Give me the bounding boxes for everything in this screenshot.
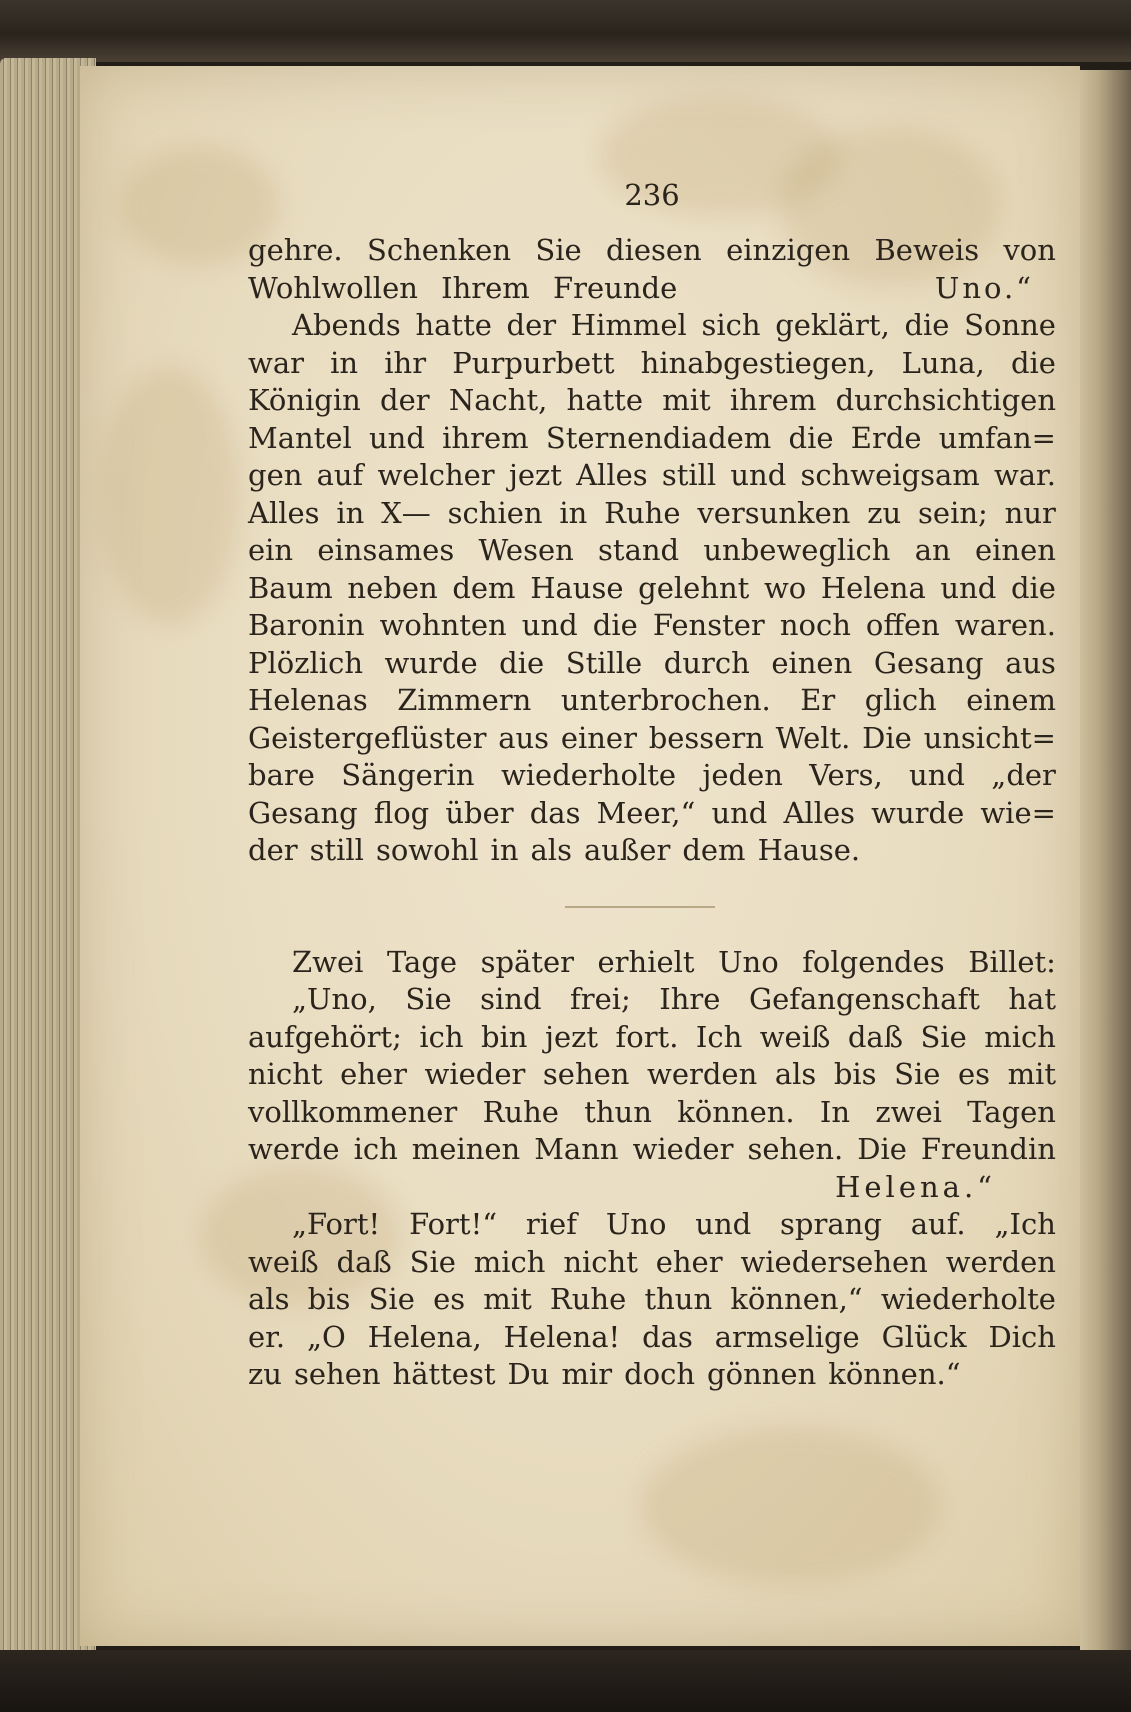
- word: aus: [1005, 645, 1056, 680]
- word: ich: [353, 1132, 398, 1166]
- text-line: [248, 532, 1056, 570]
- word: Sie: [535, 233, 582, 267]
- signature-uno: Uno.“: [934, 270, 1034, 305]
- word: der: [380, 383, 430, 417]
- word: „der: [991, 758, 1056, 792]
- word: Helena: [820, 570, 926, 605]
- word: jezt: [544, 1019, 599, 1054]
- word: mit: [483, 1282, 532, 1316]
- word: diesen: [606, 233, 702, 267]
- word: Alles: [576, 458, 648, 492]
- word: können.: [677, 1094, 795, 1129]
- word: weiß: [248, 1244, 319, 1279]
- word: wurde: [871, 795, 965, 830]
- word: bare: [248, 758, 315, 792]
- word: nur: [1004, 495, 1056, 530]
- word: in: [330, 345, 359, 380]
- word: gelehnt: [638, 570, 750, 605]
- word: war: [248, 345, 304, 380]
- word: außer: [583, 833, 671, 867]
- word: sein;: [918, 495, 988, 530]
- word: zu: [248, 1357, 282, 1391]
- text-line-with-signature: [248, 270, 1056, 308]
- word: Hause: [530, 570, 624, 605]
- word: Baum: [248, 570, 333, 605]
- word: umfan=: [938, 420, 1056, 455]
- word: „O: [306, 1319, 346, 1354]
- word: dem: [452, 570, 516, 605]
- word: schien: [447, 495, 543, 530]
- word: still: [661, 458, 717, 492]
- word: Tagen: [967, 1094, 1056, 1129]
- text-line: [248, 981, 1056, 1019]
- text-line: [248, 307, 1056, 345]
- word: als: [530, 833, 572, 867]
- word: die: [904, 308, 950, 342]
- word: die: [788, 420, 834, 455]
- word: wieder: [632, 1132, 734, 1166]
- word: Zwei: [292, 944, 364, 979]
- word: Gesang: [248, 795, 358, 830]
- word: eher: [340, 1057, 407, 1091]
- word: Geistergeflüster: [248, 720, 487, 755]
- section-divider: [565, 906, 715, 908]
- word: zu: [867, 495, 902, 530]
- word: dem: [682, 833, 746, 867]
- word: in: [490, 833, 519, 867]
- word: Sie: [368, 1282, 415, 1316]
- word: gönnen: [707, 1357, 817, 1391]
- text-line: [248, 944, 1056, 982]
- text-line: [248, 232, 1056, 270]
- word: wo: [763, 570, 807, 605]
- word: unbeweglich: [703, 533, 891, 567]
- book-cover-top: [0, 0, 1131, 62]
- word: gehre.: [248, 233, 343, 267]
- word: von: [1003, 233, 1056, 267]
- word: als: [248, 1282, 290, 1316]
- text-line: [248, 607, 1056, 645]
- word: und: [909, 758, 965, 792]
- page-text: [248, 158, 1056, 1394]
- word: einen: [771, 645, 853, 680]
- text-line: [248, 1319, 1056, 1357]
- word: schweigsam: [800, 458, 980, 492]
- word: Himmel: [570, 308, 687, 342]
- word: Nacht,: [448, 383, 548, 417]
- word: noch: [779, 608, 851, 642]
- word: war.: [993, 458, 1056, 492]
- word: Helena!: [503, 1319, 621, 1354]
- word: wiederholte: [500, 758, 677, 792]
- word: Die: [857, 1132, 907, 1166]
- word: und: [521, 608, 578, 642]
- word: sehen.: [747, 1132, 844, 1166]
- word: Vers,: [809, 758, 883, 792]
- word: Uno: [718, 944, 779, 979]
- text-line: [248, 682, 1056, 720]
- word: thun: [644, 1282, 713, 1316]
- word: durch: [663, 645, 750, 680]
- word: waren.: [954, 608, 1056, 642]
- word: durchsichtigen: [835, 383, 1056, 417]
- text-line: [248, 1056, 1056, 1094]
- word: es: [433, 1282, 466, 1316]
- word: das: [529, 795, 581, 830]
- word: wie=: [980, 795, 1056, 830]
- word: Alles: [783, 795, 856, 830]
- word: sowohl: [375, 833, 479, 867]
- word: jezt: [508, 458, 562, 492]
- word: „Fort!: [292, 1207, 381, 1241]
- page-gutter: [1080, 70, 1131, 1650]
- word: und: [369, 420, 425, 455]
- word: Gefangenschaft: [748, 982, 980, 1016]
- word: werden: [647, 1057, 758, 1091]
- word: Ruhe: [482, 1094, 559, 1129]
- word: an: [914, 533, 951, 567]
- word: Freundin: [920, 1132, 1056, 1166]
- word: thun: [584, 1094, 652, 1129]
- word: Uno: [605, 1207, 667, 1241]
- word: Luna,: [901, 345, 985, 380]
- word: jeden: [702, 758, 783, 792]
- word: Meer,“: [596, 795, 696, 830]
- word: ihr: [384, 345, 427, 380]
- word: Stille: [565, 645, 643, 680]
- word: Dich: [988, 1319, 1056, 1354]
- word: frei;: [570, 982, 631, 1016]
- word: ihrem: [442, 420, 529, 455]
- word: werde: [248, 1132, 340, 1166]
- word: weiß: [759, 1019, 831, 1054]
- word: Die: [862, 720, 912, 755]
- word: erhielt: [597, 944, 695, 979]
- word: und: [711, 795, 768, 830]
- word: vollkommener: [248, 1094, 458, 1129]
- word: hättest: [392, 1357, 496, 1391]
- word: Sängerin: [341, 758, 475, 792]
- word: werden: [945, 1244, 1056, 1279]
- word: „Uno,: [292, 982, 377, 1016]
- word: einer: [560, 720, 637, 755]
- word: hatte: [566, 383, 643, 417]
- word: Königin: [248, 383, 361, 417]
- word: geklärt,: [775, 308, 890, 342]
- word: Sternendiadem: [545, 420, 772, 455]
- word: bis: [307, 1282, 351, 1316]
- word: Mantel: [248, 420, 352, 455]
- word: wohnten: [379, 608, 507, 642]
- word: auf.: [910, 1207, 966, 1241]
- text-line: [248, 345, 1056, 383]
- word: Ruhe: [549, 1282, 627, 1316]
- text-line: [248, 420, 1056, 458]
- word: doch: [624, 1357, 696, 1391]
- word: zwei: [875, 1094, 942, 1129]
- word: und: [940, 570, 997, 605]
- word: daß: [847, 1019, 904, 1054]
- word: X—: [381, 495, 431, 530]
- text-line: [248, 1094, 1056, 1132]
- word: einzigen: [726, 233, 851, 267]
- word: auf: [316, 458, 364, 492]
- word: Sie: [405, 982, 452, 1016]
- word: Wesen: [478, 533, 574, 567]
- text-line: [248, 645, 1056, 683]
- word: fort.: [615, 1019, 679, 1054]
- word: Plözlich: [248, 645, 363, 680]
- word: Abends: [292, 308, 401, 342]
- word: offen: [865, 608, 940, 642]
- text-line: [248, 1281, 1056, 1319]
- text-line: [248, 795, 1056, 833]
- word: hat: [1008, 982, 1056, 1016]
- word: mir: [561, 1357, 613, 1391]
- word: sind: [480, 982, 542, 1016]
- word: und: [695, 1207, 752, 1241]
- word: glich: [864, 683, 937, 717]
- word: ihrem: [729, 383, 817, 417]
- signature-helena-text: Helena.“: [835, 1169, 996, 1204]
- word: nicht: [248, 1057, 323, 1091]
- text-line: [248, 1019, 1056, 1057]
- word: bis: [833, 1057, 877, 1091]
- word: still: [309, 833, 364, 867]
- word: aus: [498, 720, 550, 755]
- book-cover-bottom: [0, 1650, 1131, 1712]
- word: armselige: [714, 1319, 860, 1354]
- word: Zimmern: [397, 683, 532, 717]
- text-line: [248, 1244, 1056, 1282]
- word: bin: [480, 1019, 528, 1054]
- word: Hause.: [757, 833, 861, 867]
- word: folgendes: [802, 944, 945, 979]
- text-line: [248, 382, 1056, 420]
- word: rief: [525, 1207, 577, 1241]
- word: Purpurbett: [452, 345, 615, 380]
- word: und: [730, 458, 787, 492]
- text-line: [248, 1131, 1056, 1169]
- word: mich: [984, 1019, 1056, 1054]
- word: können.“: [828, 1357, 961, 1391]
- word: Schenken: [366, 233, 512, 267]
- word: Baronin: [248, 608, 365, 642]
- word: In: [819, 1094, 851, 1129]
- word: Welt.: [775, 720, 851, 755]
- word: Fort!“: [409, 1207, 498, 1241]
- word: nicht: [563, 1244, 638, 1279]
- word: bessern: [648, 720, 764, 755]
- word: der: [506, 308, 557, 342]
- word: der: [248, 833, 298, 867]
- word: als: [774, 1057, 817, 1091]
- word: ich: [419, 1019, 464, 1054]
- word: hinabgestiegen,: [640, 345, 876, 380]
- word: die: [592, 608, 638, 642]
- word: er.: [248, 1319, 286, 1354]
- word: einsames: [317, 533, 455, 567]
- word: Sonne: [964, 308, 1056, 342]
- word: neben: [347, 570, 438, 605]
- page-number: 236: [624, 178, 680, 212]
- word: ein: [248, 533, 294, 567]
- word: sehen: [293, 1357, 381, 1391]
- word: Helena,: [367, 1319, 482, 1354]
- word: Ihre: [659, 982, 721, 1016]
- paper-stain: [640, 1426, 940, 1586]
- word: unterbrochen.: [560, 683, 771, 717]
- word: das: [642, 1319, 693, 1354]
- word: wieder: [424, 1057, 526, 1091]
- section-gap: [248, 870, 1056, 906]
- word: einen: [974, 533, 1056, 567]
- word: wiedersehen: [740, 1244, 928, 1279]
- word: die: [1010, 345, 1056, 380]
- text-line: [248, 832, 1056, 870]
- word: sehen: [542, 1057, 630, 1091]
- word: Mann: [534, 1132, 619, 1166]
- word: Erde: [850, 420, 922, 455]
- signature-helena: [248, 1169, 1056, 1207]
- word: es: [957, 1057, 991, 1091]
- word: aufgehört;: [248, 1019, 402, 1054]
- word: welcher: [377, 458, 495, 492]
- word: die: [499, 645, 545, 680]
- word: die: [1010, 570, 1056, 605]
- word: über: [445, 795, 514, 830]
- paper-stain: [100, 366, 240, 626]
- word: Ruhe: [604, 495, 681, 530]
- word: Fenster: [652, 608, 765, 642]
- word: Billet:: [968, 944, 1056, 979]
- word: versunken: [697, 495, 851, 530]
- word: Du: [507, 1357, 550, 1391]
- word: daß: [336, 1244, 392, 1279]
- text-line-content: Wohlwollen Ihrem Freunde: [248, 270, 678, 305]
- word: Er: [800, 683, 836, 717]
- text-line: [248, 757, 1056, 795]
- text-line: [248, 495, 1056, 533]
- word: wurde: [384, 645, 478, 680]
- word: Glück: [881, 1319, 967, 1354]
- word: Beweis: [874, 233, 980, 267]
- text-line: [248, 1206, 1056, 1244]
- word: mit: [1007, 1057, 1056, 1091]
- word: Sie: [920, 1019, 967, 1054]
- word: einem: [966, 683, 1056, 717]
- word: später: [480, 944, 574, 979]
- word: hatte: [415, 308, 492, 342]
- word: in: [559, 495, 588, 530]
- text-line: [248, 570, 1056, 608]
- word: eher: [655, 1244, 723, 1279]
- word: gen: [248, 458, 303, 492]
- word: Sie: [409, 1244, 456, 1279]
- text-line: [248, 457, 1056, 495]
- word: können,“: [730, 1282, 863, 1316]
- text-line: [248, 720, 1056, 758]
- word: meinen: [411, 1132, 521, 1166]
- word: in: [336, 495, 365, 530]
- word: sich: [701, 308, 761, 342]
- word: stand: [598, 533, 680, 567]
- word: mich: [473, 1244, 546, 1279]
- word: „Ich: [994, 1207, 1056, 1241]
- word: sprang: [780, 1207, 882, 1241]
- word: Alles: [248, 495, 320, 530]
- word: flog: [373, 795, 430, 830]
- word: Ich: [695, 1019, 743, 1054]
- word: Helenas: [248, 683, 368, 717]
- word: unsicht=: [923, 720, 1056, 755]
- word: Gesang: [873, 645, 984, 680]
- text-line: [248, 1356, 1056, 1394]
- word: wiederholte: [880, 1282, 1056, 1316]
- word: Tage: [386, 944, 458, 979]
- word: mit: [662, 383, 711, 417]
- word: Sie: [894, 1057, 941, 1091]
